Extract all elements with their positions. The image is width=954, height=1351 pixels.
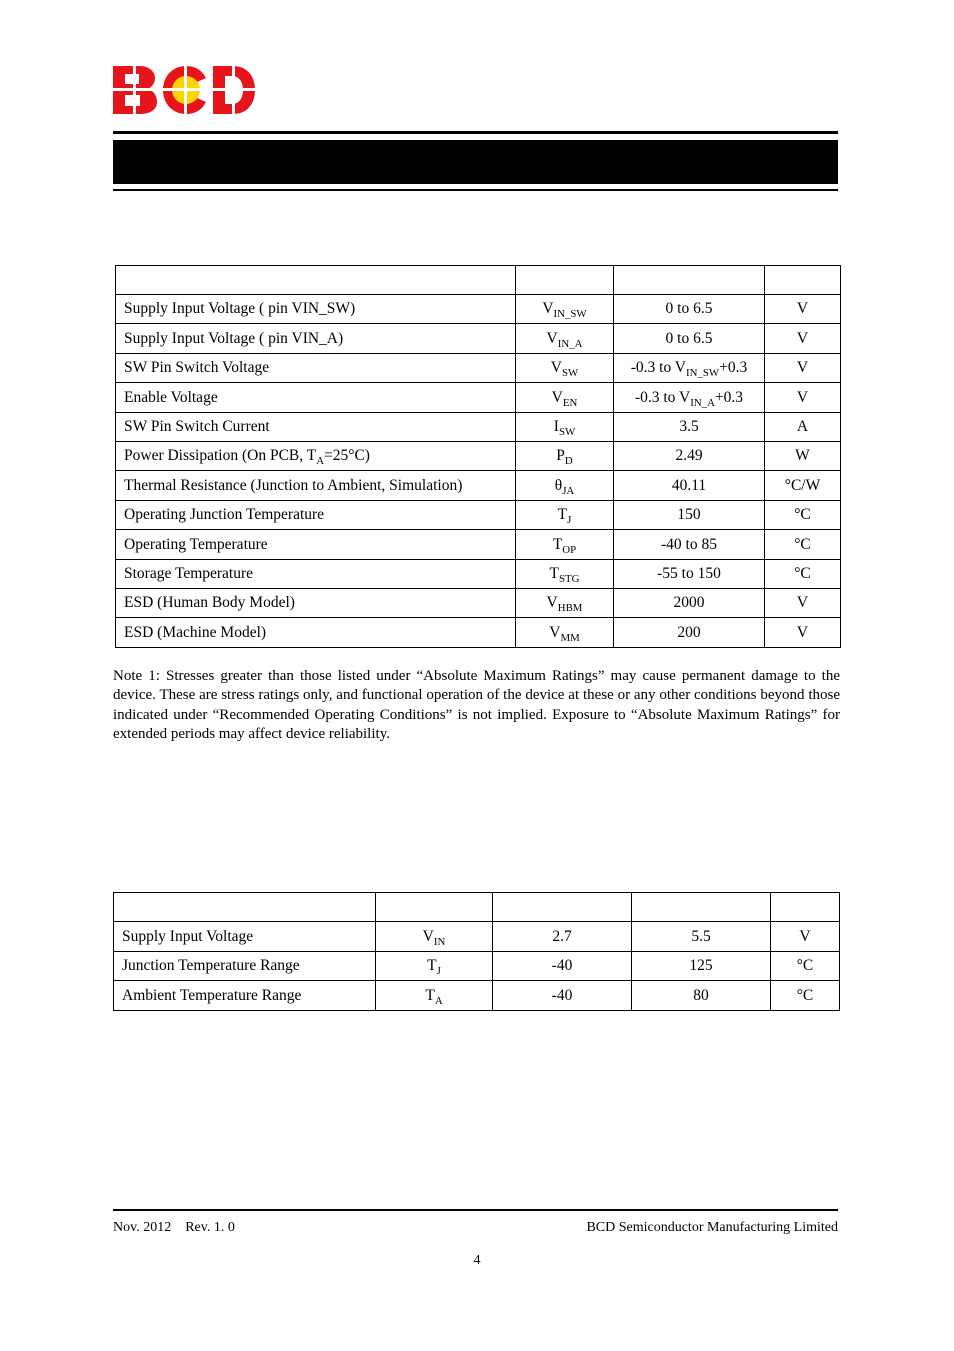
table-row — [116, 471, 841, 500]
logo-letter-c — [163, 66, 207, 114]
parameter-cell-text: ESD (Machine Model) — [124, 623, 267, 641]
min-text: -40 — [551, 957, 573, 974]
symbol-subscript: MM — [560, 631, 580, 644]
value-cell-text: 2000 — [673, 594, 705, 612]
symbol-cell — [516, 324, 614, 353]
parameter-cell — [116, 530, 516, 559]
parameter-text: Ambient Temperature Range — [122, 986, 302, 1004]
symbol-cell — [376, 951, 493, 981]
unit-cell — [765, 412, 841, 441]
parameter-cell — [114, 981, 376, 1011]
parameter-cell-text: Operating Junction Temperature — [124, 506, 325, 524]
symbol-subscript: SW — [561, 367, 579, 380]
symbol-cell — [516, 353, 614, 382]
parameter-cell — [116, 295, 516, 324]
parameter-cell-text: SW Pin Switch Current — [124, 418, 270, 435]
logo-letter-b — [113, 66, 157, 114]
symbol-text: V — [551, 388, 563, 406]
value-cell-suffix: +0.3 — [719, 359, 748, 377]
parameter-cell — [114, 922, 376, 952]
symbol-subscript: IN — [433, 935, 446, 948]
parameter-text: Supply Input Voltage — [122, 927, 254, 945]
unit-cell — [771, 981, 840, 1011]
symbol-subscript: OP — [562, 543, 577, 556]
value-cell — [614, 559, 765, 588]
value-cell — [614, 618, 765, 647]
parameter-cell — [116, 383, 516, 412]
header-rule-bottom — [113, 189, 838, 191]
value-cell-text: -0.3 to V — [630, 359, 686, 377]
min-text: 2.7 — [552, 927, 572, 945]
table-row — [116, 559, 841, 588]
unit-text: °C — [794, 535, 811, 553]
header-banner — [113, 140, 838, 184]
symbol-cell — [516, 530, 614, 559]
value-cell-text: 40.11 — [671, 476, 707, 494]
logo-letter-d — [213, 66, 255, 114]
symbol-subscript: IN_A — [557, 337, 583, 350]
parameter-cell — [116, 559, 516, 588]
symbol-subscript: D — [564, 455, 573, 468]
parameter-cell — [116, 618, 516, 647]
symbol-cell — [516, 500, 614, 529]
value-cell-text: -40 to 85 — [661, 535, 717, 553]
header-rule-top — [113, 131, 838, 134]
table-row — [116, 530, 841, 559]
parameter-cell — [116, 353, 516, 382]
parameter-cell-subscript: A — [316, 455, 325, 468]
parameter-cell-text: Supply Input Voltage ( pin VIN_SW) — [124, 300, 356, 318]
parameter-cell — [116, 588, 516, 617]
max-cell — [632, 951, 771, 981]
unit-text: °C/W — [784, 476, 821, 494]
unit-cell — [771, 951, 840, 981]
symbol-text: T — [549, 564, 559, 582]
unit-text: °C — [796, 986, 814, 1004]
header-cell-parameter — [116, 266, 516, 295]
table-row — [116, 412, 841, 441]
value-cell-text: -0.3 to V — [634, 388, 691, 406]
symbol-text: V — [542, 300, 554, 318]
symbol-text: θ — [554, 476, 563, 494]
symbol-text: I — [553, 418, 559, 435]
symbol-cell — [516, 383, 614, 412]
min-cell — [493, 922, 632, 952]
max-text: 5.5 — [691, 927, 711, 945]
value-cell — [614, 441, 765, 470]
unit-text: V — [796, 388, 809, 406]
unit-cell — [765, 441, 841, 470]
symbol-text: T — [425, 986, 435, 1004]
unit-text: °C — [794, 564, 811, 582]
value-cell-text: 200 — [677, 623, 701, 641]
unit-cell — [765, 500, 841, 529]
value-cell-text: -55 to 150 — [657, 564, 721, 582]
unit-text: V — [796, 329, 809, 347]
parameter-cell-text: SW Pin Switch Voltage — [124, 359, 270, 377]
unit-cell — [765, 295, 841, 324]
unit-text: A — [796, 418, 809, 435]
table-row — [116, 588, 841, 617]
min-cell — [493, 981, 632, 1011]
unit-text: V — [796, 623, 809, 641]
unit-text: V — [796, 359, 809, 377]
parameter-cell-text: Supply Input Voltage ( pin VIN_A) — [124, 329, 344, 347]
unit-cell — [765, 471, 841, 500]
header-cell-parameter — [114, 893, 376, 922]
symbol-subscript: A — [434, 994, 443, 1007]
header-cell-min — [493, 893, 632, 922]
header-cell-symbol — [376, 893, 493, 922]
parameter-cell — [116, 324, 516, 353]
header-cell-value — [614, 266, 765, 295]
table-row — [114, 981, 840, 1011]
unit-text: °C — [794, 506, 811, 524]
value-cell-subscript: IN_SW — [686, 367, 720, 380]
parameter-cell — [116, 441, 516, 470]
max-cell — [632, 922, 771, 952]
footer-rule — [113, 1209, 838, 1211]
table-row — [116, 500, 841, 529]
symbol-cell — [516, 412, 614, 441]
min-cell — [493, 951, 632, 981]
value-cell — [614, 471, 765, 500]
unit-cell — [765, 559, 841, 588]
parameter-cell-text: Storage Temperature — [124, 564, 254, 582]
symbol-cell — [376, 981, 493, 1011]
bcd-logo — [113, 64, 255, 116]
symbol-text: T — [552, 535, 563, 553]
footer-revision — [113, 1220, 235, 1236]
value-cell-suffix: +0.3 — [714, 388, 744, 406]
table-row — [116, 383, 841, 412]
page-number: 4 — [473, 1253, 481, 1268]
symbol-text: T — [427, 957, 437, 974]
symbol-text: V — [546, 594, 558, 612]
value-cell — [614, 412, 765, 441]
unit-text: V — [796, 594, 809, 612]
unit-cell — [765, 353, 841, 382]
unit-text: V — [799, 927, 811, 945]
recommended-operating-conditions-table — [113, 892, 840, 1011]
parameter-cell-text: Thermal Resistance (Junction to Ambient, Simulation) — [124, 476, 463, 494]
symbol-subscript: HBM — [557, 602, 583, 615]
header-cell-unit — [765, 266, 841, 295]
value-cell — [614, 383, 765, 412]
table-row — [114, 922, 840, 952]
value-cell-subscript: IN_A — [690, 396, 715, 409]
value-cell — [614, 295, 765, 324]
symbol-text: V — [546, 329, 558, 347]
unit-cell — [765, 618, 841, 647]
symbol-cell — [516, 295, 614, 324]
footer-date: Nov. 2012 — [113, 1220, 172, 1235]
symbol-subscript: JA — [562, 484, 575, 497]
note-1: Note 1: Stresses greater than those listed under “Absolute Maximum Ratings” may cause permanent damage to the device. These are stress ratings only, and functional operation of the device at these or any other conditions beyond those indicated under “Recommended Operating Conditions” is not implied. Exposure to “Absolute Maximum Ratings” for extended periods may affect device reliability. — [113, 668, 840, 742]
table-row — [116, 324, 841, 353]
absolute-maximum-ratings-table — [115, 265, 841, 648]
min-text: -40 — [551, 986, 573, 1004]
unit-text: W — [795, 447, 810, 465]
symbol-cell — [516, 559, 614, 588]
table-row — [116, 618, 841, 647]
header-cell-max — [632, 893, 771, 922]
symbol-subscript: STG — [558, 572, 580, 585]
value-cell-text: 2.49 — [675, 447, 703, 465]
table-row — [116, 353, 841, 382]
max-text: 80 — [693, 986, 709, 1004]
symbol-text: V — [549, 623, 561, 641]
value-cell — [614, 324, 765, 353]
value-cell — [614, 530, 765, 559]
parameter-cell — [116, 412, 516, 441]
footer-company: BCD Semiconductor Manufacturing Limited — [586, 1220, 838, 1235]
unit-text: V — [796, 300, 809, 318]
symbol-cell — [516, 618, 614, 647]
symbol-text: P — [556, 447, 565, 465]
table-header-row — [114, 893, 840, 922]
symbol-cell — [376, 922, 493, 952]
symbol-text: V — [550, 359, 562, 377]
value-cell-text: 3.5 — [679, 418, 699, 435]
symbol-cell — [516, 471, 614, 500]
header-cell-symbol — [516, 266, 614, 295]
max-text: 125 — [689, 957, 713, 974]
symbol-text: V — [422, 927, 434, 945]
table-header-row — [116, 266, 841, 295]
value-cell-text: 0 to 6.5 — [665, 300, 713, 318]
unit-text: °C — [796, 957, 814, 974]
table-row — [116, 295, 841, 324]
parameter-cell-text: Operating Temperature — [124, 535, 268, 553]
symbol-cell — [516, 588, 614, 617]
value-cell — [614, 588, 765, 617]
unit-cell — [765, 383, 841, 412]
unit-cell — [765, 530, 841, 559]
value-cell — [614, 353, 765, 382]
value-cell — [614, 500, 765, 529]
table-row — [114, 951, 840, 981]
parameter-cell — [114, 951, 376, 981]
parameter-cell — [116, 471, 516, 500]
value-cell-text: 0 to 6.5 — [665, 329, 713, 347]
unit-cell — [765, 324, 841, 353]
max-cell — [632, 981, 771, 1011]
header-cell-unit — [771, 893, 840, 922]
parameter-cell-text: ESD (Human Body Model) — [124, 594, 295, 612]
symbol-subscript: J — [436, 964, 441, 977]
symbol-subscript: EN — [562, 396, 578, 409]
unit-cell — [765, 588, 841, 617]
table-row — [116, 441, 841, 470]
symbol-subscript: SW — [558, 425, 576, 438]
unit-cell — [771, 922, 840, 952]
symbol-subscript: J — [567, 513, 572, 526]
symbol-text: T — [557, 506, 568, 524]
footer-rev: Rev. 1. 0 — [185, 1220, 235, 1235]
value-cell-text: 150 — [677, 506, 701, 524]
parameter-cell-text: Power Dissipation (On PCB, T — [124, 447, 317, 465]
symbol-cell — [516, 441, 614, 470]
parameter-cell — [116, 500, 516, 529]
symbol-subscript: IN_SW — [553, 308, 587, 321]
parameter-cell-text: Enable Voltage — [124, 388, 218, 406]
parameter-text: Junction Temperature Range — [122, 957, 300, 974]
parameter-cell-suffix: =25°C) — [324, 447, 370, 465]
